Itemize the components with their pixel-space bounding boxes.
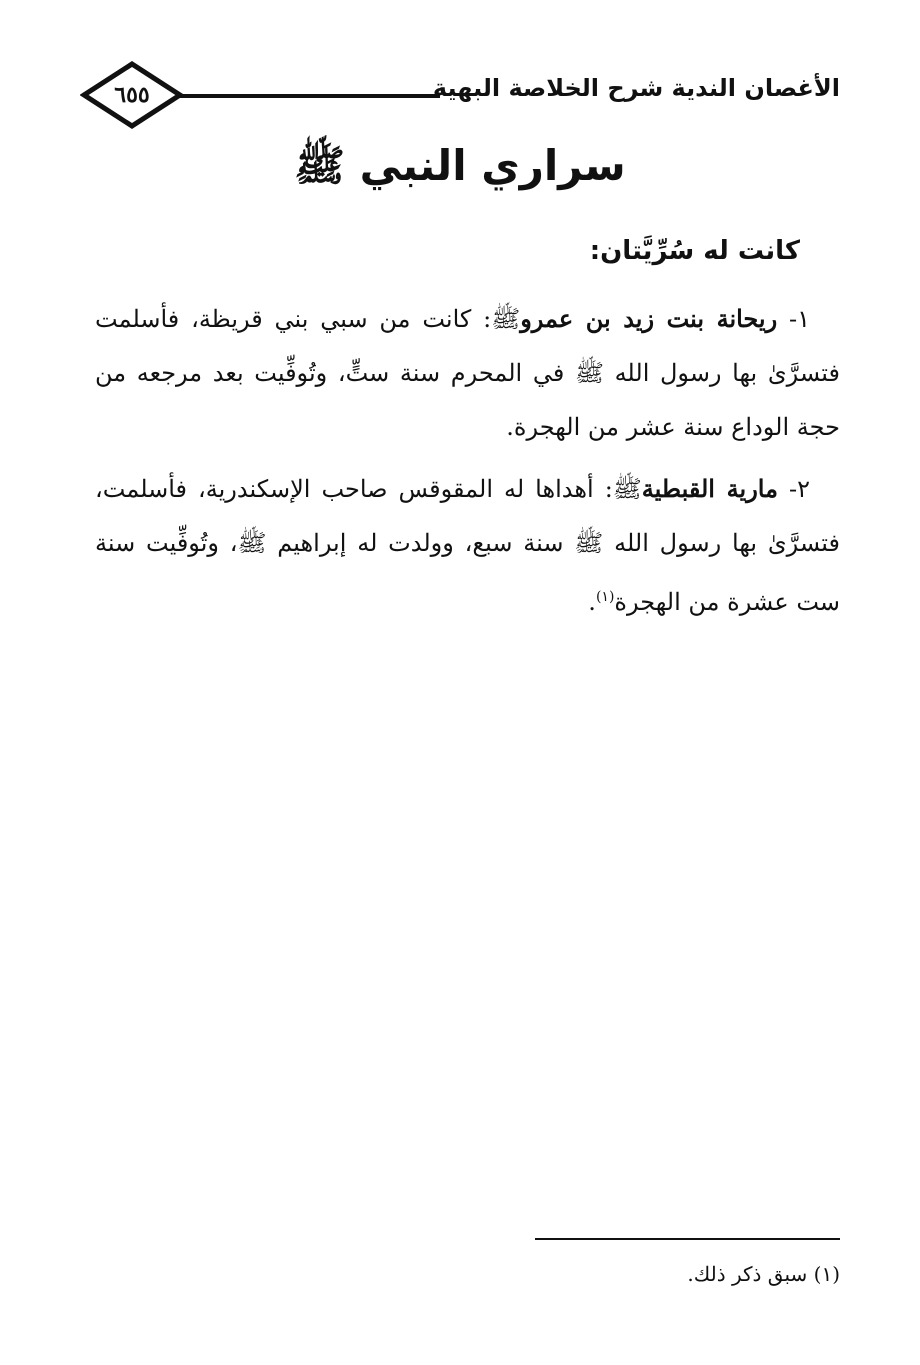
item-number: ١- bbox=[789, 305, 810, 333]
item-number: ٢- bbox=[788, 475, 810, 503]
paragraph-item-2: ٢- مارية القبطيةﷺ: أهداها له المقوقس صاحب الإسكندرية، فأسلمت، فتسرَّىٰ بها رسول الله ﷺ سنة سبع، وولدت له إبراهيم ﷺ، وتُوفِّيت سنة ست عشرة من الهجرة$^{(١)}$. bbox=[95, 474, 840, 616]
honorific-mark: ﷺ bbox=[612, 475, 642, 503]
item-name: ريحانة بنت زيد بن عمرو bbox=[520, 304, 778, 333]
footnote-reference: (١) bbox=[595, 589, 615, 605]
footnote-marker: (١) bbox=[813, 1262, 840, 1286]
page-header bbox=[80, 60, 840, 130]
item-name: مارية القبطية bbox=[641, 474, 778, 503]
footnote-text: سبق ذكر ذلك. bbox=[687, 1262, 808, 1286]
paragraph-item-1: ١- ريحانة بنت زيد بن عمروﷺ: كانت من سبي بني قريظة، فأسلمت فتسرَّىٰ بها رسول الله ﷺ في المحرم سنة ستٍّ، وتُوفِّيت بعد مرجعه من حجة الوداع سنة عشر من الهجرة. bbox=[95, 304, 840, 441]
footnote-rule bbox=[535, 1238, 840, 1240]
section-subheading: كانت له سُرِّيَّتان: bbox=[589, 236, 800, 266]
book-title: الأغصان الندية شرح الخلاصة البهية bbox=[432, 74, 840, 102]
page-number-badge bbox=[80, 60, 184, 130]
footnote bbox=[340, 1262, 840, 1286]
sentence-end: . bbox=[588, 588, 596, 616]
item-text: كانت من سبي بني قريظة، فأسلمت فتسرَّىٰ بها رسول الله ﷺ في المحرم سنة ستٍّ، وتُوفِّيت بعد مرجعه من حجة الوداع سنة عشر من الهجرة. bbox=[95, 305, 840, 441]
body-text bbox=[95, 292, 840, 637]
honorific-mark: ﷺ bbox=[491, 305, 521, 333]
page-number: ٦٥٥ bbox=[114, 82, 150, 108]
header-rule bbox=[180, 94, 440, 98]
chapter-title: سراري النبي ﷺ bbox=[294, 141, 626, 190]
item-text: أهداها له المقوقس صاحب الإسكندرية، فأسلمت، فتسرَّىٰ بها رسول الله ﷺ سنة سبع، وولدت له إبراهيم ﷺ، وتُوفِّيت سنة ست عشرة من الهجرة bbox=[95, 475, 840, 616]
